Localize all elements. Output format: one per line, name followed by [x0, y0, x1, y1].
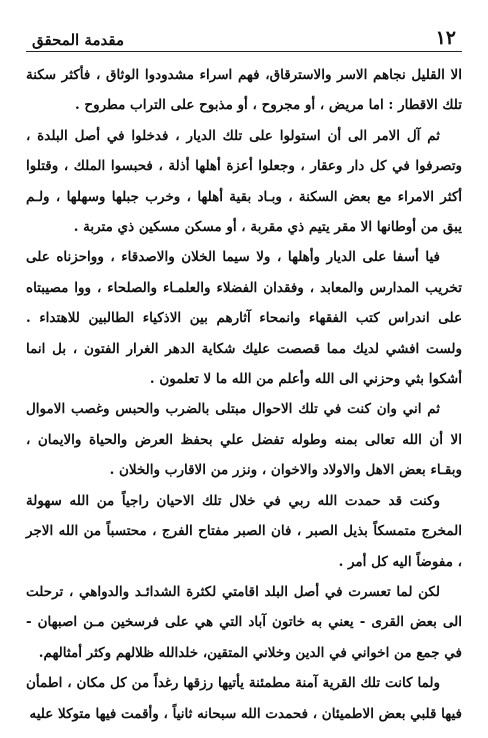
paragraph: الا القليل نجاهم الاسر والاسترقاق، فهم اسراء مشدودوا الوثاق ، فأكثر سكنة تلك الاقطار : اما مريض ، أو مجروح ، أو مذبوح على التراب مطروح . — [26, 67, 462, 114]
page-number: ١٢ — [435, 27, 456, 49]
paragraph: ثم آل الامر الى أن استولوا على تلك الديار ، فدخلوا في أصل البلدة ، وتصرفوا في كل دار وعقار ، وجعلوا أعزة أهلها أذلة ، فحبسوا الملك ، وقتلوا أكثر الامراء مع بعض السكنة ، وبـاد بقية أهلها ، وخرب جبلها وسهلها ، ولـم يبق من أوطانها الا مقر يتيم ذي مقربة ، أو مسكن مسكين ذي متربة . — [26, 127, 462, 236]
running-title: مقدمة المحقق — [32, 31, 124, 49]
paragraph: وكنت قد حمدت الله ربي في خلال تلك الاحيان راجياً من الله سهولة المخرج متمسكاً بذيل الصبر ، فان الصبر مفتاح الفرج ، محتسباً من الله الاجر ، مفوضاً اليه كل أمر . — [26, 492, 462, 570]
page-header — [26, 16, 462, 52]
paragraph: فيا أسفا على الديار وأهلها ، ولا سيما الخلان والاصدقاء ، وواحزناه على تخريب المدارس والمعابد ، وفقدان الفضلاء والعلمـاء والصلحاء ، ووا مصيبتاه على اندراس كتب الفقهاء وانمحاء آثارهم بين الاذكياء الطالبين للاهتداء . ولست افشي لديك مما قصصت عليك شكاية الدهر الغرار الفتون ، بل انما أشكوا بثي وحزني الى الله وأعلم من الله ما لا تعلمون . — [26, 249, 462, 388]
body-text — [26, 60, 462, 729]
paragraph: ولما كانت تلك القرية آمنة مطمئنة يأتيها رزقها رغداً من كل مكان ، اطمأن فيها قلبي بعض الاطميئان ، فحمدت الله سبحانه ثانياً ، وأقمت فيها متوكلا عليه — [26, 675, 462, 722]
paragraph: ثم اني وان كنت في تلك الاحوال مبتلى بالضرب والحبس وغصب الاموال الا أن الله تعالى بمنه وطوله تفضل علي بحفظ العرض والحياة والايمان ، وبقـاء بعض الاهل والاولاد والاخوان ، ونزر من الاقارب والخلان . — [26, 401, 462, 479]
paragraph: لكن لما تعسرت في أصل البلد اقامتي لكثرة الشدائـد والدواهي ، ترحلت الى بعض القرى - يعني به خاتون آباد التي هي على فرسخين مـن اصبهان - في جمع من اخواني في الدين وخلاني المتقين، خلدالله ظلالهم وكثر أمثالهم. — [26, 583, 462, 661]
